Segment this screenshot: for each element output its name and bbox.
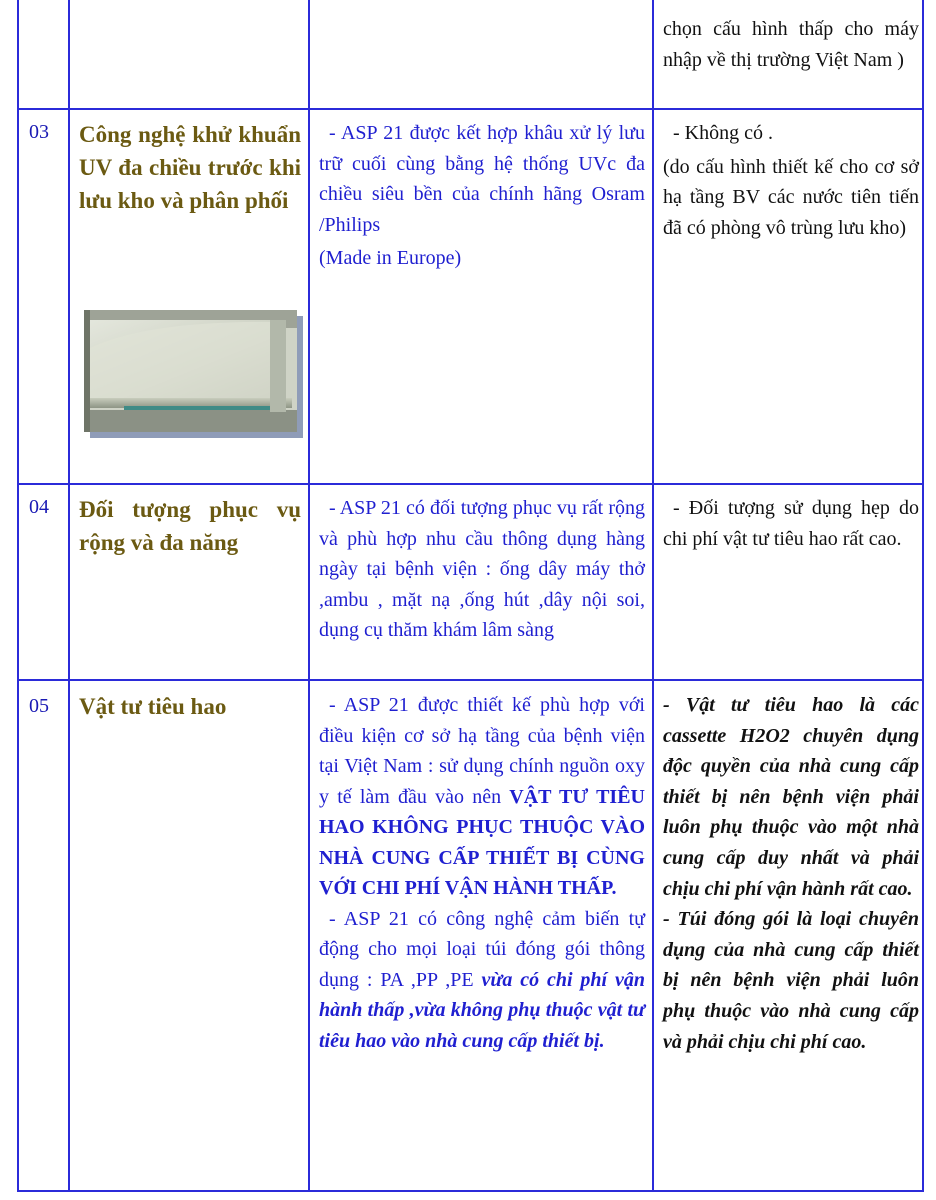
cell-text: - Vật tư tiêu hao là các cassette H2O2 chuyên dụng độc quyền của nhà cung cấp thiết bị nên bệnh viện phải luôn phụ thuộc vào một nhà cung cấp duy nhất và phải chịu chi phí vận hành rất cao.: [663, 694, 919, 900]
table-cell-asp: [319, 493, 645, 646]
column-divider: [308, 0, 310, 1190]
cell-text: chọn cấu hình thấp cho máy nhập về thị trường Việt Nam ): [663, 18, 919, 71]
cell-text: (Made in Europe): [319, 247, 462, 269]
row-divider: [19, 108, 922, 110]
cell-text: - Không có .: [673, 122, 773, 144]
row-number: 03: [29, 121, 49, 143]
cell-text-bold-italic: vừa có chi phí vận hành thấp ,vừa không phụ thuộc vật tư tiêu hao vào nhà cung cấp thiết bị.: [319, 968, 645, 1052]
table-cell-other: [663, 690, 919, 1057]
column-divider: [652, 0, 654, 1190]
row-divider: [19, 483, 922, 485]
row-heading: Đối tượng phục vụ rộng và đa năng: [79, 497, 301, 555]
cell-paragraph: [319, 690, 645, 904]
table-cell-other: [663, 493, 919, 554]
uv-cabinet-photo: [84, 310, 297, 432]
table-cell-asp: [319, 118, 645, 274]
cell-text: - ASP 21 được thiết kế phù hợp với điều kiện cơ sở hạ tầng của bệnh viện tại Việt Nam : sử dụng chính nguồn oxy y tế làm đầu vào nên: [319, 694, 645, 808]
uv-cabinet-image: [84, 310, 297, 432]
cell-paragraph: [319, 904, 645, 1057]
cell-text: - Túi đóng gói là loại chuyên dụng của nhà cung cấp thiết bị nên bệnh viện phải luôn phụ thuộc vào nhà cung cấp và phải chịu chi phí cao.: [663, 908, 919, 1053]
cell-text: - Đối tượng sử dụng hẹp do chi phí vật tư tiêu hao rất cao.: [663, 497, 919, 550]
cell-text: - ASP 21 có đối tượng phục vụ rất rộng và phù hợp nhu cầu thông dụng hàng ngày tại bệnh viện : ống dây máy thở ,ambu , mặt nạ ,ống hút ,dây nội soi, dụng cụ thăm khám lâm sàng: [319, 497, 645, 641]
table-cell-asp: [319, 690, 645, 1056]
cell-text-bold: VẬT TƯ TIÊU HAO KHÔNG PHỤC THUỘC VÀO NHÀ CUNG CẤP THIẾT BỊ CÙNG VỚI CHI PHÍ VẬN HÀNH THẤP.: [319, 785, 645, 899]
row-heading: Công nghệ khử khuẩn UV đa chiều trước khi lưu kho và phân phối: [79, 122, 301, 213]
row-number: 04: [29, 496, 49, 518]
cell-text: - ASP 21 được kết hợp khâu xử lý lưu trữ cuối cùng bằng hệ thống UVc đa chiều siêu bền của chính hãng Osram /Philips: [319, 122, 645, 236]
cell-text: - ASP 21 có công nghệ cảm biến tự động cho mọi loại túi đóng gói thông dụng : PA ,PP ,PE: [319, 907, 645, 991]
comparison-table: [17, 0, 924, 1192]
row-number: 05: [29, 695, 49, 717]
table-cell-other: [663, 118, 919, 243]
row-divider: [19, 679, 922, 681]
column-divider: [68, 0, 70, 1190]
cell-text: (do cấu hình thiết kế cho cơ sở hạ tầng BV các nước tiên tiến đã có phòng vô trùng lưu kho): [663, 155, 919, 239]
row-heading: Vật tư tiêu hao: [79, 694, 227, 719]
table-cell-other: [663, 14, 919, 75]
